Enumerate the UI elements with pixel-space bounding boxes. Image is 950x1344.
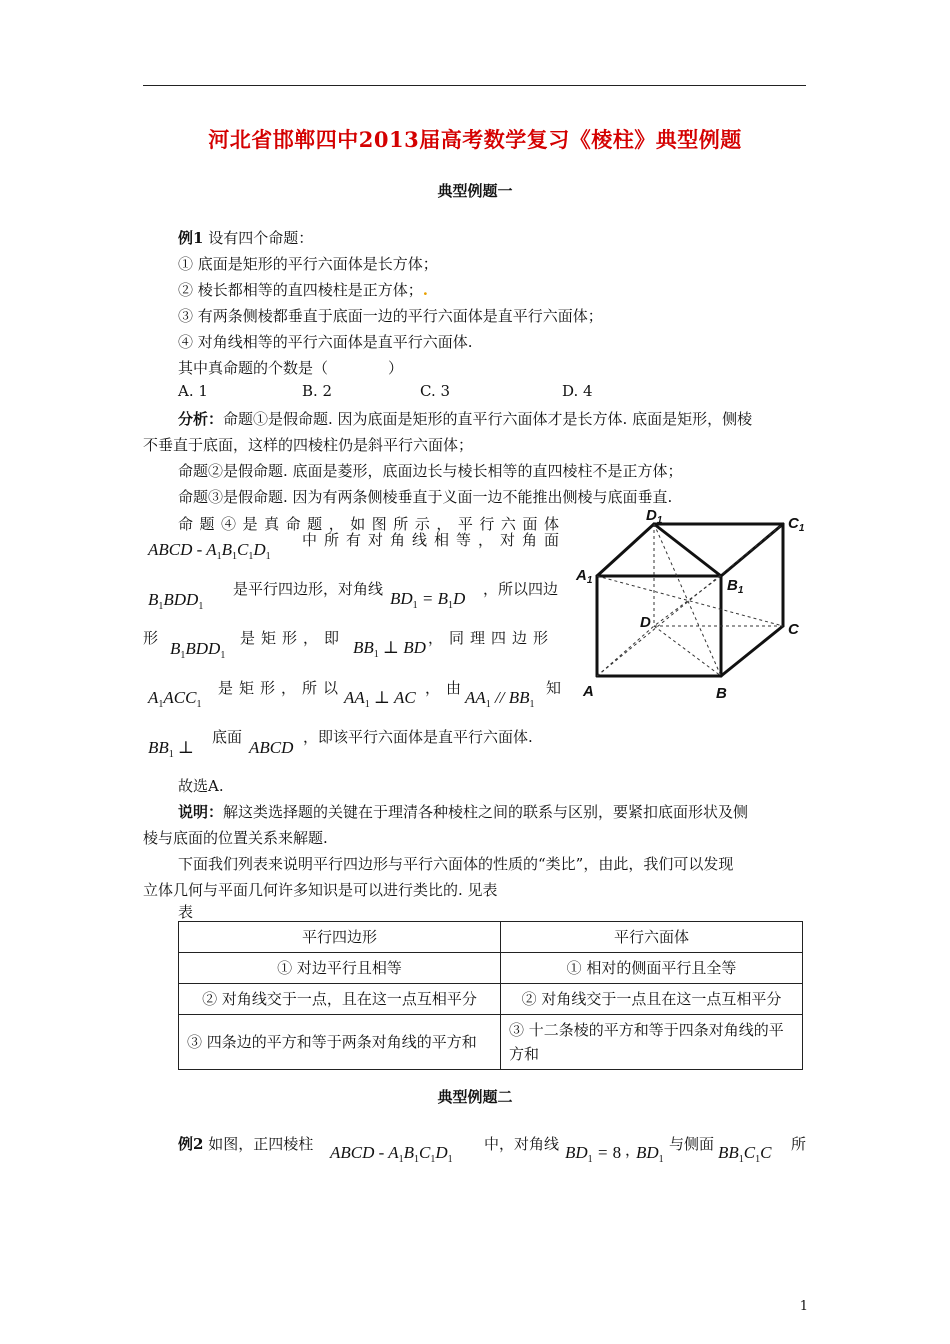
analysis-4-line-1: 命题④是真命题，如图所示，平行六面体 [178, 515, 559, 533]
table-caption: 表 [178, 903, 194, 921]
option-b: B. 2 [302, 382, 333, 400]
table-cell: ① 对边平行且相等 [179, 953, 501, 984]
edge-d1a1 [597, 524, 654, 576]
comparison-table [178, 921, 803, 1070]
analogy-line-2: 立体几何与平面几何许多知识是可以进行类比的. 见表 [143, 881, 498, 899]
analysis-4-line-3-a: 是平行四边形，对角线 [233, 580, 384, 598]
analysis-4-line-5-b: ，由 [425, 679, 468, 697]
formula-aa1-perp-ac: $AA_1$ ⊥ AC [344, 688, 416, 710]
formula-b1bdd1: $B_1BDD_1$ [148, 590, 204, 612]
analysis-4-line-5-c: 知 [546, 679, 562, 697]
formula-a1acc1: $A_1ACC_1$ [148, 688, 202, 710]
option-a: A. 1 [178, 382, 208, 400]
section-heading-1: 典型例题一 [437, 182, 513, 200]
table-cell: ② 对角线交于一点且在这一点互相平分 [501, 984, 803, 1015]
analysis-4-line-2-text: 中所有对角线相等，对角面 [302, 531, 559, 549]
proposition-3: ③ 有两条侧棱都垂直于底面一边的平行六面体是直平行六面体； [178, 307, 603, 325]
example-2-intro [178, 1133, 313, 1154]
analysis-line-2: 不垂直于底面，这样的四棱柱仍是斜平行六面体； [143, 436, 474, 454]
page-number: 1 [799, 1299, 808, 1314]
proposition-4: ④ 对角线相等的平行六面体是直平行六面体. [178, 333, 473, 351]
table-cell: ① 相对的侧面平行且全等 [501, 953, 803, 984]
label-d: D [640, 614, 651, 631]
analysis-label: 分析： [178, 410, 224, 428]
analysis-4-line-2 [148, 540, 271, 562]
example-2-text-5: 所 [791, 1135, 807, 1153]
analysis-4-line-6-b: ，即该平行六面体是直平行六面体. [303, 728, 533, 746]
label-b1: $B_1$ [727, 577, 744, 596]
analysis-1a: 命题①是假命题. 因为底面是矩形的直平行六面体才是长方体. 底面是矩形，侧棱 [223, 410, 753, 428]
formula-bd1-eq: $BD_1 = B_1D$ [390, 589, 466, 611]
formula-bb1-perp-bd: $BB_1$ ⊥ BD [353, 638, 426, 660]
formula-prism: ABCD - $A_1B_1C_1D_1$ [148, 540, 271, 562]
label-a: A [583, 683, 594, 700]
formula-bd1-eq-8: $BD_1 = 8$ [565, 1143, 622, 1165]
analysis-4-line-3-b: ，所以四边 [483, 580, 559, 598]
analysis-4-line-4-a: 形 [143, 629, 159, 647]
option-c: C. 3 [420, 382, 451, 400]
proposition-2 [178, 279, 428, 300]
mark-dot: . [422, 281, 429, 299]
proposition-2-text: ② 棱长都相等的直四棱柱是正方体； [178, 281, 423, 299]
hidden-d1b [654, 524, 721, 676]
label-c1: $C_1$ [788, 515, 805, 534]
analysis-4-line-6-a: 底面 [212, 728, 243, 746]
section-heading-2: 典型例题二 [437, 1088, 513, 1106]
formula-bd1: $BD_1$ [636, 1143, 664, 1165]
table-row [179, 953, 803, 984]
example-2-text-4: 与侧面 [669, 1135, 715, 1153]
table-cell: ③ 十二条棱的平方和等于四条对角线的平方和 [501, 1015, 803, 1070]
table-header-cell: 平行六面体 [501, 922, 803, 953]
diag-d1b1 [654, 524, 721, 576]
formula-bb1c1c: $BB_1C_1C$ [718, 1143, 772, 1165]
answer-text: 故选A. [178, 777, 224, 795]
note-label: 说明： [178, 803, 224, 821]
example-1-label: 例1 [178, 229, 204, 247]
option-d: D. 4 [562, 382, 593, 400]
proposition-1: ① 底面是矩形的平行六面体是长方体； [178, 255, 438, 273]
table-cell: ③ 四条边的平方和等于两条对角线的平方和 [179, 1015, 501, 1070]
hidden-db [654, 626, 721, 676]
label-c: C [788, 621, 799, 638]
label-d1: $D_1$ [646, 507, 663, 526]
analysis-line-4: 命题③是假命题. 因为有两条侧棱垂直于义面一边不能推出侧棱与底面垂直. [178, 488, 673, 506]
analysis-4-line-4-b: 是矩形，即 [240, 629, 346, 647]
page-title: 河北省邯郸四中2013届高考数学复习《棱柱》典型例题 [208, 127, 742, 152]
note-line-1 [178, 801, 748, 822]
analysis-4-line-4-c: ，同理四边形 [428, 629, 555, 647]
hidden-ad [597, 626, 654, 676]
table-cell: ② 对角线交于一点，且在这一点互相平分 [179, 984, 501, 1015]
note-1a: 解这类选择题的关键在于理清各种棱柱之间的联系与区别，要紧扣底面形状及侧 [223, 803, 749, 821]
formula-bb1-perp: $BB_1$ ⊥ [148, 738, 195, 760]
example-2-text-2: 中，对角线 [484, 1135, 560, 1153]
example-2-label: 例2 [178, 1135, 204, 1153]
analogy-line-1: 下面我们列表来说明平行四边形与平行六面体的性质的“类比”，由此，我们可以发现 [178, 855, 734, 873]
hidden-ac1 [597, 524, 783, 676]
example-2-text-1: 如图，正四棱柱 [203, 1135, 314, 1153]
table-row [179, 1015, 803, 1070]
formula-b1bdd1-2: $B_1BDD_1$ [170, 639, 226, 661]
formula-aa1-parallel-bb1: $AA_1 // BB_1$ [465, 688, 535, 710]
label-a1: $A_1$ [576, 567, 593, 586]
edge-bc [721, 626, 783, 676]
label-b: B [716, 685, 727, 702]
table-header-row [179, 922, 803, 953]
question-text: 其中真命题的个数是（ ） [178, 359, 404, 377]
parallelepiped-figure [570, 500, 810, 710]
table-header-cell: 平行四边形 [179, 922, 501, 953]
table-row [179, 984, 803, 1015]
analysis-line-3: 命题②是假命题. 底面是菱形，底面边长与棱长相等的直四棱柱不是正方体； [178, 462, 683, 480]
hidden-a1c [597, 576, 783, 626]
analysis-4-line-5-a: 是矩形，所以 [218, 679, 345, 697]
example-1-intro [178, 227, 313, 248]
formula-abcd: ABCD [249, 738, 294, 757]
example-1-text: 设有四个命题： [203, 229, 314, 247]
formula-prism-2: ABCD - $A_1B_1C_1D_1$ [330, 1143, 453, 1165]
header-rule [143, 85, 806, 86]
analysis-line-1 [178, 408, 752, 429]
example-2-text-3: ， [625, 1141, 641, 1159]
note-line-2: 棱与底面的位置关系来解题. [143, 829, 328, 847]
